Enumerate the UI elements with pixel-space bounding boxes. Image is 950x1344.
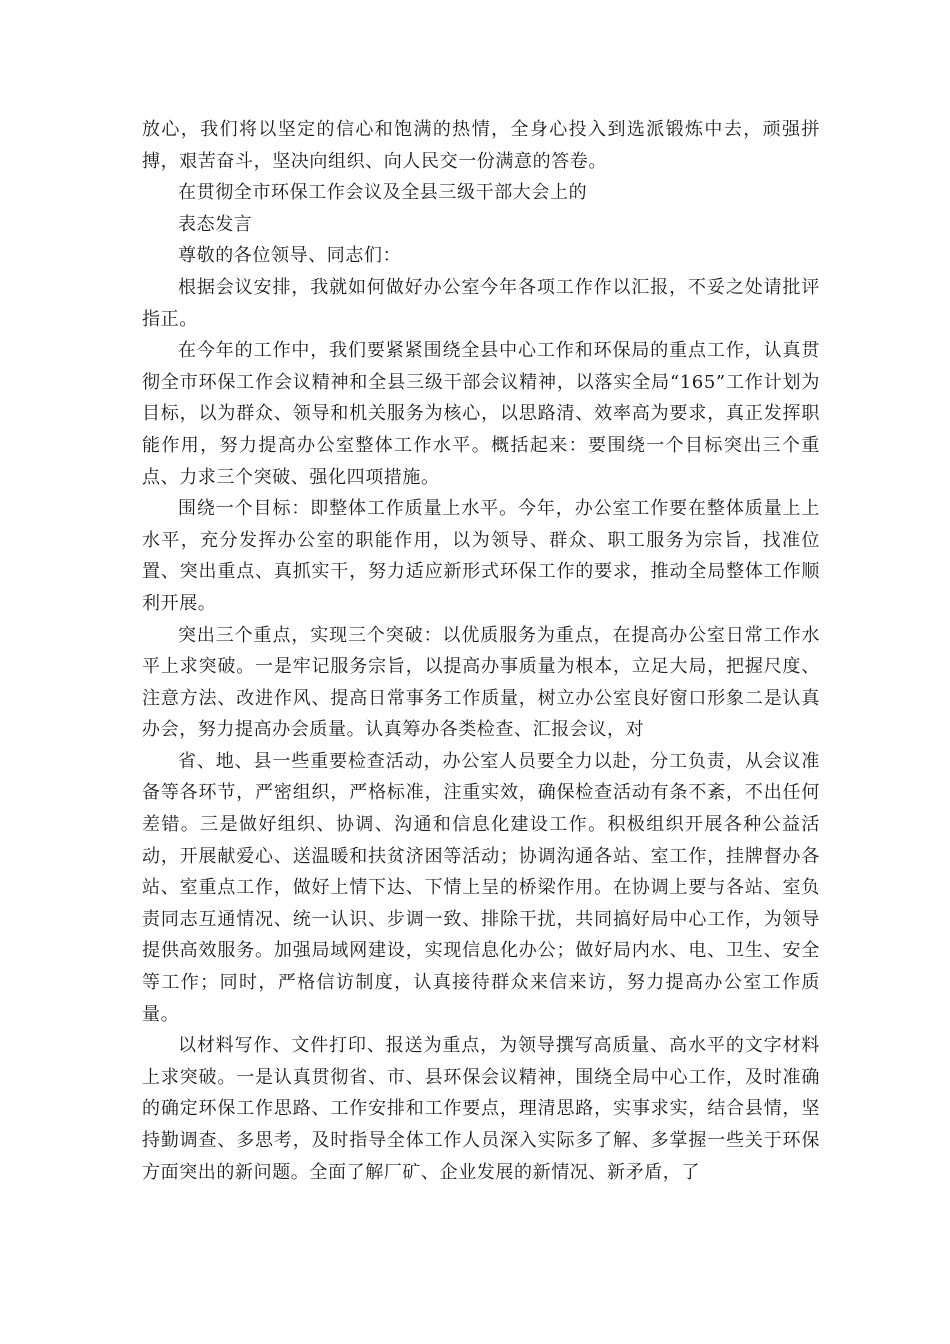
paragraph-coordination: 省、地、县一些重要检查活动，办公室人员要全力以赴，分工负责，从会议准备等各环节，严密组织，严格标准，注重实效，确保检查活动有条不紊，不出任何差错。三是做好组织、协调、沟通和信息化建设工作。积极组织开展各种公益活动，开展献爱心、送温暖和扶贫济困等活动；协调沟通各站、室工作，挂牌督办各站、室重点工作，做好上情下达、下情上呈的桥梁作用。在协调上要与各站、室负责同志互通情况、统一认识、步调一致、排除干扰，共同搞好局中心工作，为领导提供高效服务。加强局域网建设，实现信息化办公；做好局内水、电、卫生、安全等工作；同时，严格信访制度，认真接待群众来信来访，努力提高办公室工作质量。 — [142, 750, 820, 1025]
paragraph-continued-closing: 放心，我们将以坚定的信心和饱满的热情，全身心投入到选派锻炼中去，顽强拼搏，艰苦奋斗，坚决向组织、向人民交一份满意的答卷。 — [142, 119, 820, 172]
paragraph-three-priorities: 突出三个重点，实现三个突破：以优质服务为重点，在提高办公室日常工作水平上求突破。一是牢记服务宗旨，以提高办事质量为根本，立足大局，把握尺度、注意方法、改进作风、提高日常事务工作质量，树立办公室良好窗口形象二是认真办会，努力提高办会质量。认真筹办各类检查、汇报会议，对 — [142, 624, 820, 741]
speech-title-line-1: 在贯彻全市环保工作会议及全县三级干部大会上的 — [178, 182, 588, 204]
paragraph-intro: 根据会议安排，我就如何做好办公室今年各项工作作以汇报，不妥之处请批评指正。 — [142, 276, 820, 330]
speech-title-line-2: 表态发言 — [178, 213, 253, 235]
paragraph-writing: 以材料写作、文件打印、报送为重点，为领导撰写高质量、高水平的文字材料上求突破。一是认真贯彻省、市、县环保会议精神，围绕全局中心工作，及时准确的确定环保工作思路、工作安排和工作要点，理清思路，实事求实，结合县情，坚持勤调查、多思考，及时指导全体工作人员深入实际多了解、多掌握一些关于环保方面突出的新问题。全面了解厂矿、企业发展的新情况、新矛盾，了 — [142, 1035, 820, 1183]
salutation: 尊敬的各位领导、同志们： — [178, 245, 402, 267]
paragraph-overview: 在今年的工作中，我们要紧紧围绕全县中心工作和环保局的重点工作，认真贯彻全市环保工作会议精神和全县三级干部会议精神，以落实全局“165”工作计划为目标，以为群众、领导和机关服务为核心，以思路清、效率高为要求，真正发挥职能作用，努力提高办公室整体工作水平。概括起来：要围绕一个目标突出三个重点、力求三个突破、强化四项措施。 — [142, 340, 820, 488]
document-body — [142, 114, 820, 1188]
paragraph-one-goal: 围绕一个目标：即整体工作质量上水平。今年，办公室工作要在整体质量上上水平，充分发挥办公室的职能作用，以为领导、群众、职工服务为宗旨，找准位置、突出重点、真抓实干，努力适应新形式环保工作的要求，推动全局整体工作顺利开展。 — [142, 498, 820, 614]
